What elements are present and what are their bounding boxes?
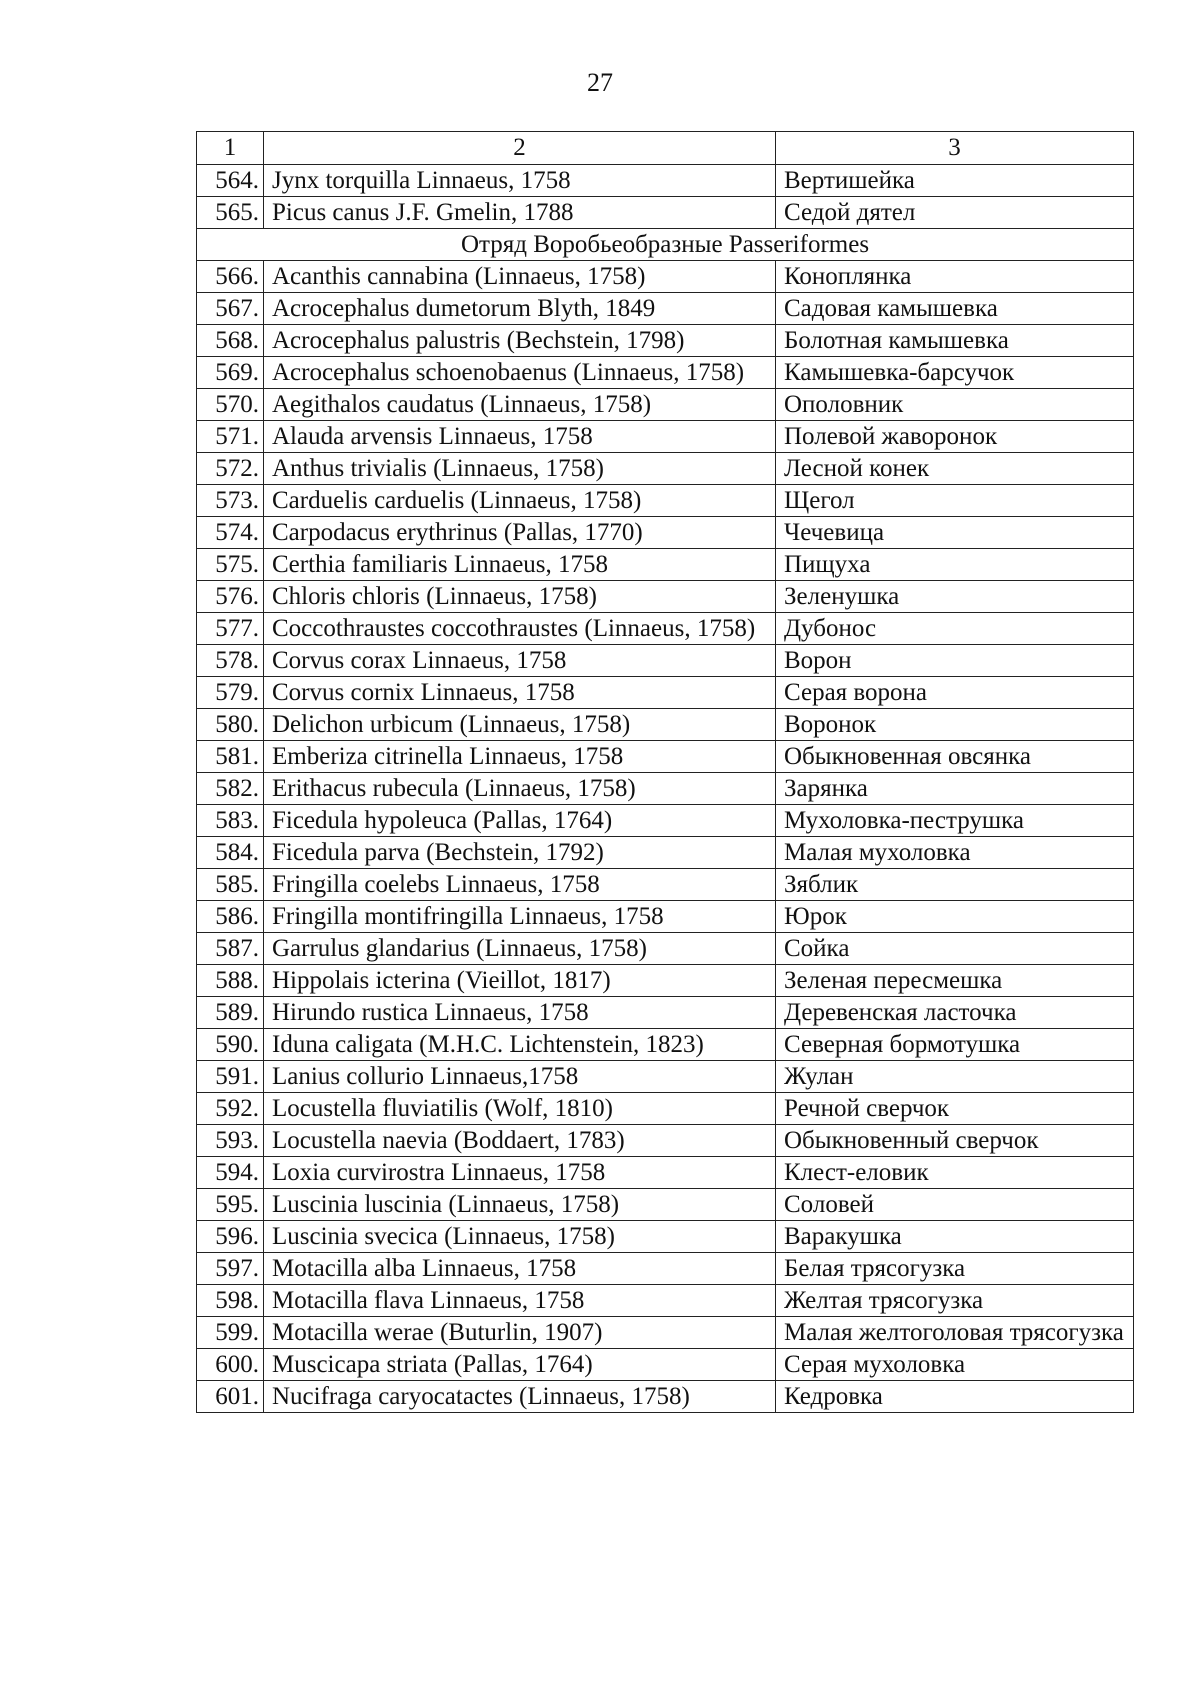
species-table-body (197, 132, 1134, 1413)
latin-name-cell: Lanius collurio Linnaeus,1758 (264, 1061, 776, 1093)
page-number: 27 (587, 68, 613, 97)
species-table (196, 131, 1134, 1413)
latin-name-cell: Acanthis cannabina (Linnaeus, 1758) (264, 261, 776, 293)
header-cell-russian-name: 3 (776, 132, 1134, 165)
russian-name-cell: Коноплянка (776, 261, 1134, 293)
table-row (197, 1157, 1134, 1189)
latin-name-cell: Motacilla alba Linnaeus, 1758 (264, 1253, 776, 1285)
russian-name-cell: Болотная камышевка (776, 325, 1134, 357)
latin-name-cell: Chloris chloris (Linnaeus, 1758) (264, 581, 776, 613)
latin-name-cell: Aegithalos caudatus (Linnaeus, 1758) (264, 389, 776, 421)
russian-name-cell: Седой дятел (776, 197, 1134, 229)
table-row (197, 581, 1134, 613)
row-number: 593. (197, 1125, 264, 1157)
russian-name-cell: Речной сверчок (776, 1093, 1134, 1125)
latin-name-cell: Corvus cornix Linnaeus, 1758 (264, 677, 776, 709)
russian-name-cell: Клест-еловик (776, 1157, 1134, 1189)
latin-name-cell: Garrulus glandarius (Linnaeus, 1758) (264, 933, 776, 965)
latin-name-cell: Nucifraga caryocatactes (Linnaeus, 1758) (264, 1381, 776, 1413)
latin-name-cell: Locustella naevia (Boddaert, 1783) (264, 1125, 776, 1157)
russian-name-cell: Зяблик (776, 869, 1134, 901)
table-row (197, 1221, 1134, 1253)
table-row (197, 421, 1134, 453)
table-row (197, 325, 1134, 357)
latin-name-cell: Alauda arvensis Linnaeus, 1758 (264, 421, 776, 453)
row-number: 569. (197, 357, 264, 389)
table-row (197, 1189, 1134, 1221)
russian-name-cell: Зеленая пересмешка (776, 965, 1134, 997)
table-row (197, 709, 1134, 741)
table-row (197, 677, 1134, 709)
latin-name-cell: Acrocephalus palustris (Bechstein, 1798) (264, 325, 776, 357)
row-number: 577. (197, 613, 264, 645)
table-header-row (197, 132, 1134, 165)
row-number: 574. (197, 517, 264, 549)
row-number: 587. (197, 933, 264, 965)
table-row (197, 869, 1134, 901)
latin-name-cell: Corvus corax Linnaeus, 1758 (264, 645, 776, 677)
row-number: 586. (197, 901, 264, 933)
latin-name-cell: Certhia familiaris Linnaeus, 1758 (264, 549, 776, 581)
row-number: 601. (197, 1381, 264, 1413)
row-number: 592. (197, 1093, 264, 1125)
row-number: 594. (197, 1157, 264, 1189)
russian-name-cell: Деревенская ласточка (776, 997, 1134, 1029)
latin-name-cell: Anthus trivialis (Linnaeus, 1758) (264, 453, 776, 485)
table-row (197, 933, 1134, 965)
row-number: 576. (197, 581, 264, 613)
table-row (197, 837, 1134, 869)
table-row (197, 1061, 1134, 1093)
row-number: 578. (197, 645, 264, 677)
table-row (197, 997, 1134, 1029)
latin-name-cell: Ficedula hypoleuca (Pallas, 1764) (264, 805, 776, 837)
latin-name-cell: Picus canus J.F. Gmelin, 1788 (264, 197, 776, 229)
row-number: 570. (197, 389, 264, 421)
russian-name-cell: Пищуха (776, 549, 1134, 581)
table-row (197, 1317, 1134, 1349)
row-number: 583. (197, 805, 264, 837)
russian-name-cell: Белая трясогузка (776, 1253, 1134, 1285)
table-row (197, 1285, 1134, 1317)
row-number: 580. (197, 709, 264, 741)
row-number: 597. (197, 1253, 264, 1285)
latin-name-cell: Emberiza citrinella Linnaeus, 1758 (264, 741, 776, 773)
latin-name-cell: Fringilla coelebs Linnaeus, 1758 (264, 869, 776, 901)
latin-name-cell: Hippolais icterina (Vieillot, 1817) (264, 965, 776, 997)
russian-name-cell: Жулан (776, 1061, 1134, 1093)
latin-name-cell: Luscinia luscinia (Linnaeus, 1758) (264, 1189, 776, 1221)
table-row (197, 197, 1134, 229)
latin-name-cell: Luscinia svecica (Linnaeus, 1758) (264, 1221, 776, 1253)
russian-name-cell: Малая мухоловка (776, 837, 1134, 869)
table-row (197, 1349, 1134, 1381)
latin-name-cell: Iduna caligata (M.H.C. Lichtenstein, 1823) (264, 1029, 776, 1061)
table-row (197, 1253, 1134, 1285)
table-row (197, 1125, 1134, 1157)
row-number: 599. (197, 1317, 264, 1349)
row-number: 573. (197, 485, 264, 517)
russian-name-cell: Соловей (776, 1189, 1134, 1221)
russian-name-cell: Полевой жаворонок (776, 421, 1134, 453)
row-number: 575. (197, 549, 264, 581)
latin-name-cell: Motacilla werae (Buturlin, 1907) (264, 1317, 776, 1349)
latin-name-cell: Fringilla montifringilla Linnaeus, 1758 (264, 901, 776, 933)
row-number: 581. (197, 741, 264, 773)
table-row (197, 1093, 1134, 1125)
russian-name-cell: Чечевица (776, 517, 1134, 549)
table-row (197, 965, 1134, 997)
russian-name-cell: Зарянка (776, 773, 1134, 805)
russian-name-cell: Мухоловка-пеструшка (776, 805, 1134, 837)
table-row (197, 741, 1134, 773)
russian-name-cell: Садовая камышевка (776, 293, 1134, 325)
row-number: 596. (197, 1221, 264, 1253)
table-row (197, 389, 1134, 421)
latin-name-cell: Hirundo rustica Linnaeus, 1758 (264, 997, 776, 1029)
latin-name-cell: Loxia curvirostra Linnaeus, 1758 (264, 1157, 776, 1189)
row-number: 566. (197, 261, 264, 293)
table-row (197, 357, 1134, 389)
russian-name-cell: Обыкновенный сверчок (776, 1125, 1134, 1157)
russian-name-cell: Серая мухоловка (776, 1349, 1134, 1381)
row-number: 585. (197, 869, 264, 901)
russian-name-cell: Варакушка (776, 1221, 1134, 1253)
russian-name-cell: Дубонос (776, 613, 1134, 645)
table-row (197, 1029, 1134, 1061)
russian-name-cell: Желтая трясогузка (776, 1285, 1134, 1317)
row-number: 572. (197, 453, 264, 485)
row-number: 579. (197, 677, 264, 709)
row-number: 590. (197, 1029, 264, 1061)
row-number: 567. (197, 293, 264, 325)
table-row (197, 901, 1134, 933)
latin-name-cell: Ficedula parva (Bechstein, 1792) (264, 837, 776, 869)
russian-name-cell: Вертишейка (776, 165, 1134, 197)
table-row (197, 293, 1134, 325)
row-number: 564. (197, 165, 264, 197)
latin-name-cell: Acrocephalus dumetorum Blyth, 1849 (264, 293, 776, 325)
table-row (197, 773, 1134, 805)
row-number: 600. (197, 1349, 264, 1381)
row-number: 589. (197, 997, 264, 1029)
russian-name-cell: Северная бормотушка (776, 1029, 1134, 1061)
table-row (197, 613, 1134, 645)
russian-name-cell: Кедровка (776, 1381, 1134, 1413)
row-number: 591. (197, 1061, 264, 1093)
row-number: 598. (197, 1285, 264, 1317)
russian-name-cell: Щегол (776, 485, 1134, 517)
table-row (197, 261, 1134, 293)
russian-name-cell: Серая ворона (776, 677, 1134, 709)
row-number: 568. (197, 325, 264, 357)
latin-name-cell: Acrocephalus schoenobaenus (Linnaeus, 1758) (264, 357, 776, 389)
russian-name-cell: Камышевка-барсучок (776, 357, 1134, 389)
russian-name-cell: Малая желтоголовая трясогузка (776, 1317, 1134, 1349)
table-row (197, 645, 1134, 677)
russian-name-cell: Зеленушка (776, 581, 1134, 613)
russian-name-cell: Воронок (776, 709, 1134, 741)
table-row (197, 453, 1134, 485)
russian-name-cell: Юрок (776, 901, 1134, 933)
section-heading-row (197, 229, 1134, 261)
row-number: 571. (197, 421, 264, 453)
row-number: 588. (197, 965, 264, 997)
section-title: Отряд Воробьеобразные Passeriformes (197, 229, 1134, 261)
latin-name-cell: Erithacus rubecula (Linnaeus, 1758) (264, 773, 776, 805)
russian-name-cell: Ополовник (776, 389, 1134, 421)
header-cell-latin-name: 2 (264, 132, 776, 165)
row-number: 584. (197, 837, 264, 869)
header-cell-number: 1 (197, 132, 264, 165)
latin-name-cell: Coccothraustes coccothraustes (Linnaeus, 1758) (264, 613, 776, 645)
latin-name-cell: Jynx torquilla Linnaeus, 1758 (264, 165, 776, 197)
latin-name-cell: Muscicapa striata (Pallas, 1764) (264, 1349, 776, 1381)
row-number: 582. (197, 773, 264, 805)
table-row (197, 549, 1134, 581)
latin-name-cell: Locustella fluviatilis (Wolf, 1810) (264, 1093, 776, 1125)
table-row (197, 1381, 1134, 1413)
russian-name-cell: Ворон (776, 645, 1134, 677)
latin-name-cell: Carpodacus erythrinus (Pallas, 1770) (264, 517, 776, 549)
row-number: 565. (197, 197, 264, 229)
latin-name-cell: Carduelis carduelis (Linnaeus, 1758) (264, 485, 776, 517)
latin-name-cell: Motacilla flava Linnaeus, 1758 (264, 1285, 776, 1317)
row-number: 595. (197, 1189, 264, 1221)
table-row (197, 517, 1134, 549)
table-row (197, 165, 1134, 197)
russian-name-cell: Лесной конек (776, 453, 1134, 485)
table-row (197, 805, 1134, 837)
table-row (197, 485, 1134, 517)
russian-name-cell: Обыкновенная овсянка (776, 741, 1134, 773)
latin-name-cell: Delichon urbicum (Linnaeus, 1758) (264, 709, 776, 741)
russian-name-cell: Сойка (776, 933, 1134, 965)
